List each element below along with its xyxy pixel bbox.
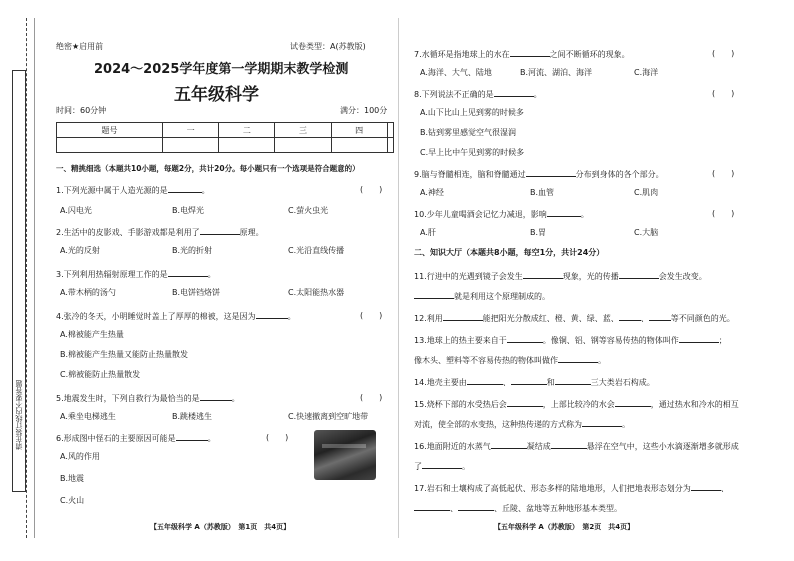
q10-option-b[interactable]: B.胃 xyxy=(530,228,547,237)
q7-option-c[interactable]: C.海洋 xyxy=(634,68,659,77)
q5-option-c[interactable]: C.快速撤离到空旷地带 xyxy=(288,412,369,421)
q11-blank3[interactable] xyxy=(414,290,454,299)
q12-text: 12.利用 xyxy=(414,314,443,323)
q5-option-a[interactable]: A.乘坐电梯逃生 xyxy=(60,412,116,421)
q17-blank1[interactable] xyxy=(691,482,721,491)
q8-paren[interactable]: ( ) xyxy=(712,89,735,98)
section1-header: 一、精挑细选（本题共10小题，每题2分，共计20分。每小题只有一个选项是符合题意的） xyxy=(56,164,360,173)
score-cell xyxy=(163,138,219,153)
q17-line2 xyxy=(414,502,622,514)
q2-text: 2.生活中的皮影戏、手影游戏都是利用了 xyxy=(56,228,200,237)
q12-text-c: 、 xyxy=(640,314,649,323)
q1-text: 1.下列光源中属于人造光源的是 xyxy=(56,186,168,195)
q3-option-c[interactable]: C.太阳能热水器 xyxy=(288,288,345,297)
binding-instruction: 请在装订线内不要答题 xyxy=(15,380,23,450)
q10-option-c[interactable]: C.大脑 xyxy=(634,228,659,237)
paper-type-label: 试卷类型：A(苏教版) xyxy=(290,42,366,51)
q6-end: 。 xyxy=(207,434,216,443)
score-cell xyxy=(275,138,331,153)
section2-header: 二、知识大厅（本题共8小题，每空1分，共计24分） xyxy=(414,248,605,257)
q12 xyxy=(414,312,735,324)
q12-text-d: 等不同颜色的光。 xyxy=(670,314,735,323)
q9-blank[interactable] xyxy=(526,168,576,177)
q14-blank3[interactable] xyxy=(555,376,591,385)
score-cell xyxy=(387,138,393,153)
full-score-label: 满分：100分 xyxy=(340,106,388,115)
score-header-3: 三 xyxy=(275,123,331,138)
q4-end: 。 xyxy=(287,312,296,321)
q13-text-d: 像木头、塑料等不容易传热的物体叫做作 xyxy=(414,356,558,365)
q5-option-b[interactable]: B.跳楼逃生 xyxy=(172,412,213,421)
q5-text: 5.地震发生时，下列自救行为最恰当的是 xyxy=(56,394,200,403)
q1-option-c[interactable]: C.萤火虫光 xyxy=(288,206,329,215)
q9-option-b[interactable]: B.血管 xyxy=(530,188,555,197)
q3-option-a[interactable]: A.带木柄的汤勺 xyxy=(60,288,116,297)
q15-line1 xyxy=(414,398,739,410)
q16-text-d: 了 xyxy=(414,462,422,471)
q13-line1 xyxy=(414,334,727,346)
q6-option-a[interactable]: A.风的作用 xyxy=(60,452,100,461)
score-cell xyxy=(331,138,387,153)
q9-end: 分布到身体的各个部分。 xyxy=(575,170,664,179)
score-cell xyxy=(219,138,275,153)
q16-text-c: 悬浮在空气中，这些小水滴逐渐增多就形成 xyxy=(586,442,739,451)
q13-text-b: 。像铜、铝、钢等容易传热的物体叫作 xyxy=(542,336,679,345)
q15-text-d: 对流，使全部的水变热，这种热传递的方式称为 xyxy=(414,420,582,429)
q15-blank1[interactable] xyxy=(507,398,543,407)
q16-line1 xyxy=(414,440,739,452)
q2-blank[interactable] xyxy=(200,226,240,235)
q17-text: 17.岩石和土壤构成了高低起伏、形态多样的陆地地形，人们把地表形态划分为 xyxy=(414,484,691,493)
q6-blank[interactable] xyxy=(176,432,208,441)
right-footer: 【五年级科学 A（苏教版） 第2页 共4页】 xyxy=(494,523,635,531)
q12-text-b: 能把阳光分散成红、橙、黄、绿、蓝、 xyxy=(482,314,619,323)
score-header-label: 题号 xyxy=(57,123,163,138)
q4-paren[interactable]: ( ) xyxy=(360,311,383,320)
q4 xyxy=(56,310,296,322)
time-label: 时间：60分钟 xyxy=(56,106,107,115)
score-cell xyxy=(57,138,163,153)
q13-text: 13.地球上的热主要来自于 xyxy=(414,336,507,345)
q13-blank3[interactable] xyxy=(558,354,598,363)
q16-text-b: 凝结成 xyxy=(526,442,551,451)
q4-option-c[interactable]: C.棉被能防止热量散发 xyxy=(60,370,141,379)
q5 xyxy=(56,392,240,404)
q2-option-a[interactable]: A.光的反射 xyxy=(60,246,100,255)
q7-option-a[interactable]: A.海洋、大气、陆地 xyxy=(420,68,492,77)
q6-paren[interactable]: ( ) xyxy=(266,433,289,442)
q7-blank[interactable] xyxy=(510,48,550,57)
score-header-total xyxy=(387,123,393,138)
q13-line2 xyxy=(414,354,606,366)
page-divider xyxy=(398,18,399,538)
q11-text-b: 现象，光的传播 xyxy=(562,272,619,281)
q7-text: 7.水循环是指地球上的水在 xyxy=(414,50,510,59)
q1-end: 。 xyxy=(201,186,210,195)
q1-option-b[interactable]: B.电焊光 xyxy=(172,206,205,215)
q16-blank2[interactable] xyxy=(551,440,587,449)
rock-photo-image xyxy=(314,430,376,480)
q12-blank2[interactable] xyxy=(619,312,641,321)
q15-text: 15.烧杯下部的水受热后会 xyxy=(414,400,507,409)
q17-line1 xyxy=(414,482,729,494)
q4-option-b[interactable]: B.棉被能产生热量又能防止热量散发 xyxy=(60,350,189,359)
q2-end: 原理。 xyxy=(239,228,264,237)
binding-solid-line xyxy=(34,18,35,538)
q12-blank3[interactable] xyxy=(649,312,671,321)
q7-paren[interactable]: ( ) xyxy=(712,49,735,58)
exam-title: 2024～2025学年度第一学期期末教学检测 xyxy=(94,62,349,77)
q14 xyxy=(414,376,655,388)
q11-blank2[interactable] xyxy=(619,270,659,279)
q5-blank[interactable] xyxy=(200,392,232,401)
q16-blank1[interactable] xyxy=(491,440,527,449)
confidential-label: 绝密★启用前 xyxy=(56,42,104,51)
q3-blank[interactable] xyxy=(168,268,208,277)
q16-text: 16.地面附近的水蒸气 xyxy=(414,442,491,451)
q8-end: 。 xyxy=(533,90,542,99)
q11-blank1[interactable] xyxy=(523,270,563,279)
q15-blank2[interactable] xyxy=(615,398,651,407)
q5-paren[interactable]: ( ) xyxy=(360,393,383,402)
q8-text: 8.下列说法不正确的是 xyxy=(414,90,494,99)
q6-option-c[interactable]: C.火山 xyxy=(60,496,85,505)
q3-text: 3.下列利用热辐射原理工作的是 xyxy=(56,270,168,279)
q8 xyxy=(414,88,542,100)
q9 xyxy=(414,168,664,180)
q13-blank2[interactable] xyxy=(679,334,719,343)
q14-text-b: 、 xyxy=(502,378,511,387)
q16-text-e: 。 xyxy=(462,462,470,471)
q4-blank[interactable] xyxy=(256,310,288,319)
subject-title: 五年级科学 xyxy=(174,85,259,105)
q10-paren[interactable]: ( ) xyxy=(712,209,735,218)
q4-option-a[interactable]: A.棉被能产生热量 xyxy=(60,330,124,339)
q1 xyxy=(56,184,210,196)
q4-text: 4.张冷的冬天，小明睡觉时盖上了厚厚的棉被，这是因为 xyxy=(56,312,256,321)
q6 xyxy=(56,432,216,444)
q2-option-b[interactable]: B.光的折射 xyxy=(172,246,213,255)
q16-blank3[interactable] xyxy=(422,460,462,469)
q2-option-c[interactable]: C.光沿直线传播 xyxy=(288,246,345,255)
q13-blank1[interactable] xyxy=(507,334,543,343)
q15-line2 xyxy=(414,418,630,430)
q1-paren[interactable]: ( ) xyxy=(360,185,383,194)
q9-option-c[interactable]: C.肌肉 xyxy=(634,188,659,197)
q1-blank[interactable] xyxy=(168,184,202,193)
q12-blank1[interactable] xyxy=(443,312,483,321)
q11-text: 11.行进中的光遇到镜子会发生 xyxy=(414,272,523,281)
q8-option-a[interactable]: A.山下比山上见到雾的时候多 xyxy=(420,108,524,117)
q8-blank[interactable] xyxy=(494,88,534,97)
q14-text-c: 和 xyxy=(546,378,555,387)
q17-blank2[interactable] xyxy=(414,502,450,511)
q15-blank3[interactable] xyxy=(582,418,622,427)
q6-text: 6.形成图中怪石的主要原因可能是 xyxy=(56,434,176,443)
q11-text-c: 会发生改变。 xyxy=(658,272,707,281)
score-header-4: 四 xyxy=(331,123,387,138)
q10-end: 。 xyxy=(580,210,589,219)
q14-text: 14.地壳主要由 xyxy=(414,378,467,387)
q13-text-c: ； xyxy=(718,336,727,345)
q3-end: 。 xyxy=(207,270,216,279)
q7-option-b[interactable]: B.河流、湖泊、海洋 xyxy=(520,68,593,77)
q10-text: 10.少年儿童喝酒会记忆力减退，影响 xyxy=(414,210,547,219)
q2 xyxy=(56,226,264,238)
q14-blank1[interactable] xyxy=(467,376,503,385)
q11-text-d: 就是利用这个原理制成的。 xyxy=(454,292,550,301)
q17-text-b: 、 xyxy=(720,484,729,493)
q15-text-b: ，上部比较冷的水会 xyxy=(542,400,615,409)
q9-text: 9.脑与脊髓相连，脑和脊髓通过 xyxy=(414,170,526,179)
q17-text-c: 、 xyxy=(450,504,458,513)
q15-text-c: ，通过热水和冷水的相互 xyxy=(650,400,739,409)
score-header-2: 二 xyxy=(219,123,275,138)
q7-end: 之间不断循环的现象。 xyxy=(549,50,630,59)
q9-option-a[interactable]: A.神经 xyxy=(420,188,444,197)
q10-option-a[interactable]: A.肝 xyxy=(420,228,436,237)
q9-paren[interactable]: ( ) xyxy=(712,169,735,178)
q8-option-b[interactable]: B.钻到雾里感觉空气很湿润 xyxy=(420,128,517,137)
q3-option-b[interactable]: B.电饼铛烙饼 xyxy=(172,288,221,297)
score-table xyxy=(56,122,394,153)
q14-text-d: 三大类岩石构成。 xyxy=(590,378,655,387)
q15-text-e: 。 xyxy=(622,420,630,429)
left-footer: 【五年级科学 A（苏教版） 第1页 共4页】 xyxy=(150,523,291,531)
q8-option-c[interactable]: C.早上比中午见到雾的时候多 xyxy=(420,148,525,157)
q7 xyxy=(414,48,630,60)
score-header-1: 一 xyxy=(163,123,219,138)
q5-end: 。 xyxy=(231,394,240,403)
binding-dashed-line xyxy=(26,18,27,538)
q1-option-a[interactable]: A.闪电光 xyxy=(60,206,92,215)
q6-option-b[interactable]: B.地震 xyxy=(60,474,85,483)
q13-text-e: 。 xyxy=(598,356,606,365)
q17-blank3[interactable] xyxy=(458,502,494,511)
q11-line2 xyxy=(414,290,550,302)
q14-blank2[interactable] xyxy=(511,376,547,385)
q16-line2 xyxy=(414,460,470,472)
q17-text-d: 、丘陵、盆地等五种地形基本类型。 xyxy=(494,504,622,513)
q10 xyxy=(414,208,589,220)
q3 xyxy=(56,268,216,280)
q11-line1 xyxy=(414,270,707,282)
q10-blank[interactable] xyxy=(547,208,581,217)
